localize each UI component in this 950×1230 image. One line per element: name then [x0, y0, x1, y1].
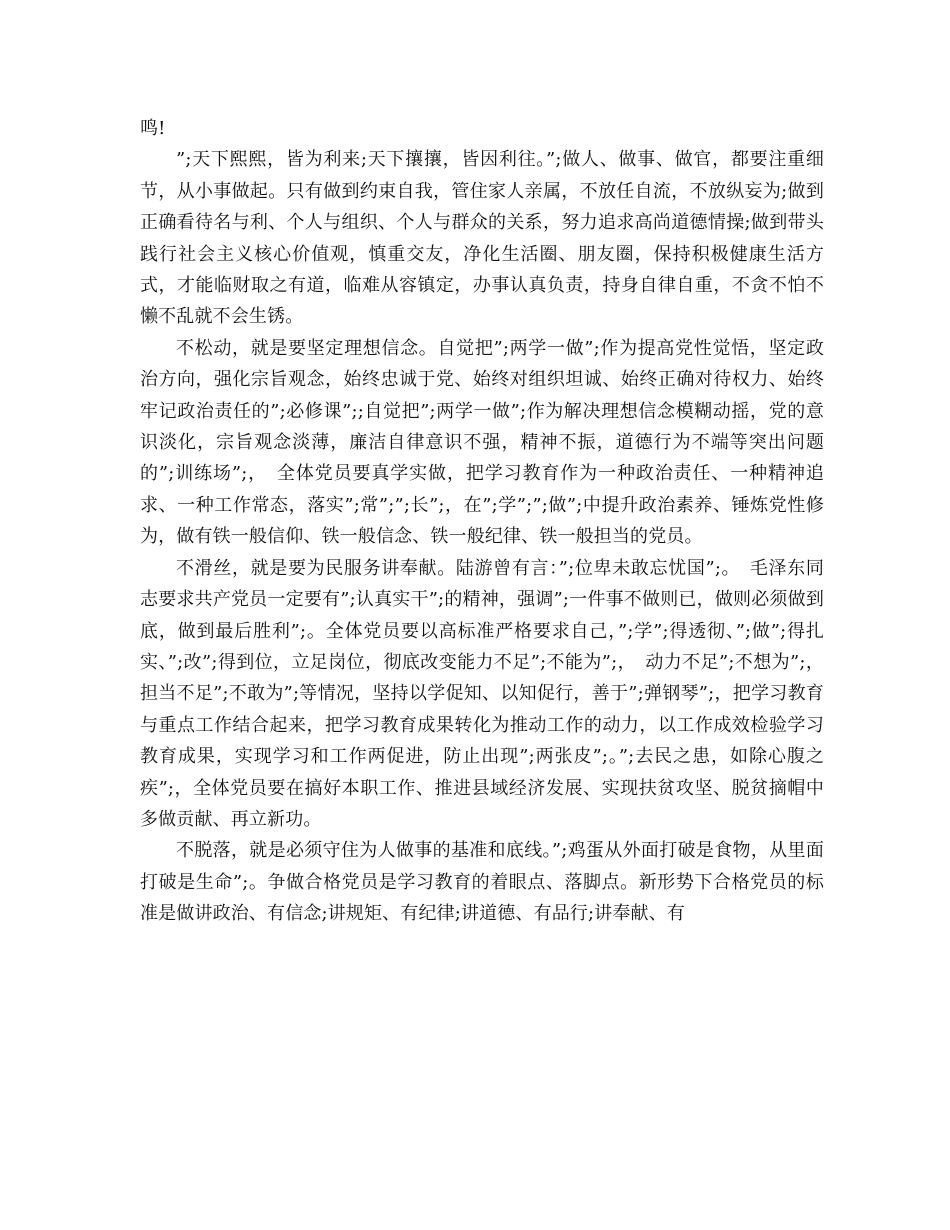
paragraph-details: ”;天下熙熙，皆为利来;天下攘攘，皆因利往。”;做人、做事、做官，都要注重细节，从小事做起。只有做到约束自我，管住家人亲属，不放任自流，不放纵妄为;做到正确看待名与利、个人与组织、个人与群众的关系，努力追求高尚道德情操;做到带头践行社会主义核心价值观，慎重交友，净化生活圈、朋友圈，保持积极健康生活方式，才能临财取之有道，临难从容镇定，办事认真负责，持身自律自重，不贪不怕不懒不乱就不会生锈。	[140, 149, 824, 328]
paragraph-ideals: 不松动，就是要坚定理想信念。自觉把”;两学一做”;作为提高党性觉悟，坚定政治方向，强化宗旨观念，始终忠诚于党、始终对组织坦诚、始终正确对待权力、始终牢记政治责任的”;必修课”;;自觉把”;两学一做”;作为解决理想信念模糊动摇，党的意识淡化，宗旨观念淡薄，廉洁自律意识不强，精神不振，道德行为不端等突出问题的”;训练场”;， 全体党员要真学实做，把学习教育作为一种政治责任、一种精神追求、一种工作常态，落实”;常”;”;长”;，在”;学”;”;做”;中提升政治素养、锤炼党性修为，做有铁一般信仰、铁一般信念、铁一般纪律、铁一般担当的党员。	[140, 337, 824, 548]
paragraph-service: 不滑丝，就是要为民服务讲奉献。陆游曾有言：”;位卑未敢忘忧国”;。 毛泽东同志要求共产党员一定要有”;认真实干”;的精神，强调”;一件事不做则已，做则必须做到底，做到最后胜利”;。全体党员要以高标准严格要求自己，”;学”;得透彻、”;做”;得扎实、”;改”;得到位，立足岗位，彻底改变能力不足”;不能为”;， 动力不足”;不想为”;，担当不足”;不敢为”;等情况，坚持以学促知、以知促行，善于”;弹钢琴”;，把学习教育与重点工作结合起来，把学习教育成果转化为推动工作的动力，以工作成效检验学习教育成果，实现学习和工作两促进，防止出现”;两张皮”;。”;去民之患，如除心腹之疾”;，全体党员要在搞好本职工作、推进县域经济发展、实现扶贫攻坚、脱贫摘帽中多做贡献、再立新功。	[140, 557, 824, 830]
document-body	[140, 113, 824, 930]
paragraph-bottom-line: 不脱落，就是必须守住为人做事的基准和底线。”;鸡蛋从外面打破是食物，从里面打破是生命”;。争做合格党员是学习教育的着眼点、落脚点。新形势下合格党员的标准是做讲政治、有信念;讲规矩、有纪律;讲道德、有品行;讲奉献、有	[140, 840, 824, 925]
paragraph-continuation: 鸣!	[140, 118, 166, 139]
